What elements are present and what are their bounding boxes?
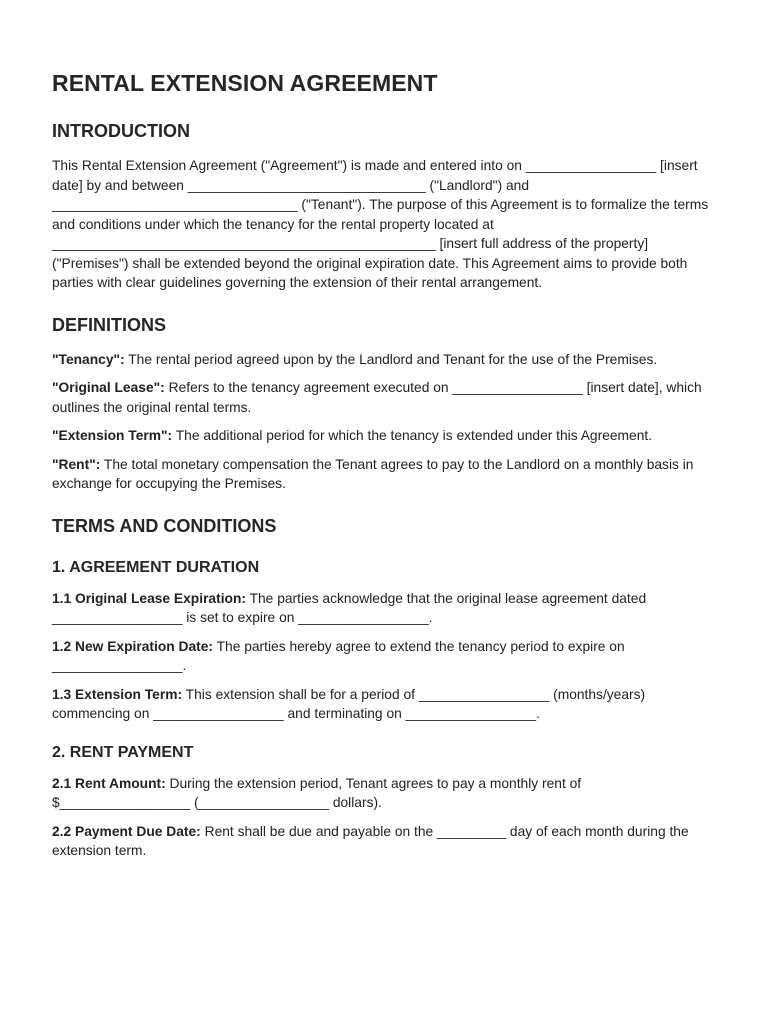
introduction-paragraph: This Rental Extension Agreement ("Agreement") is made and entered into on _________________ [insert date] by and between _______________________________ ("Landlord") and ________________________________ ("Tenant"). The purpose of this Agreement is to formalize the terms and conditions under which the tenancy for the rental property located at __________________________________________________ [insert full address of the property] ("Premises") shall be extended beyond the original expiration date. This Agreement aims to provide both parties with clear guidelines governing the extension of their rental arrangement. <box>52 158 709 290</box>
clause-text: The parties hereby agree to extend the tenancy period to expire on _________________. <box>52 638 625 673</box>
clause-label: 2.1 Rent Amount: <box>52 775 166 791</box>
definition-text: Refers to the tenancy agreement executed on _________________ [insert date], which outlines the original rental terms. <box>52 380 702 415</box>
clause-label: 1.3 Extension Term: <box>52 686 183 702</box>
definition-term: "Rent": <box>52 456 101 472</box>
definition-text: The additional period for which the tenancy is extended under this Agreement. <box>172 428 653 443</box>
section-heading-rent-payment: 2. RENT PAYMENT <box>52 743 194 761</box>
clause-label: 1.2 New Expiration Date: <box>52 638 214 654</box>
clause-text: This extension shall be for a period of _________________ (months/years) commencing on _________________ and terminating on _________________. <box>52 686 646 721</box>
section-heading-agreement-duration: 1. AGREEMENT DURATION <box>52 558 260 576</box>
clause <box>52 637 722 676</box>
clause-text: Rent shall be due and payable on the _________ day of each month during the extension term. <box>52 823 689 858</box>
definition-text: The rental period agreed upon by the Landlord and Tenant for the use of the Premises. <box>124 351 658 367</box>
definition-item <box>52 350 722 370</box>
clause <box>52 589 722 628</box>
clause <box>52 685 722 724</box>
clause <box>52 822 722 861</box>
definition-item <box>52 426 722 446</box>
definition-term: "Original Lease": <box>52 380 165 395</box>
terms-heading: TERMS AND CONDITIONS <box>52 515 277 536</box>
definitions-heading: DEFINITIONS <box>52 314 167 335</box>
clause-label: 2.2 Payment Due Date: <box>52 823 201 839</box>
document-page <box>52 70 722 870</box>
definition-term: "Extension Term": <box>52 428 173 443</box>
clause-text: During the extension period, Tenant agrees to pay a monthly rent of $_________________ (_________________ dollars). <box>52 775 582 810</box>
definition-item <box>52 455 722 494</box>
clause <box>52 774 722 813</box>
introduction-heading: INTRODUCTION <box>52 121 190 141</box>
clause-text: The parties acknowledge that the original lease agreement dated _________________ is set to expire on _________________. <box>52 590 647 625</box>
definition-item <box>52 378 722 417</box>
clause-label: 1.1 Original Lease Expiration: <box>52 590 246 606</box>
definition-text: The total monetary compensation the Tenant agrees to pay to the Landlord on a monthly basis in exchange for occupying the Premises. <box>52 456 694 491</box>
document-title: RENTAL EXTENSION AGREEMENT <box>52 70 438 96</box>
definition-term: "Tenancy": <box>52 351 125 367</box>
